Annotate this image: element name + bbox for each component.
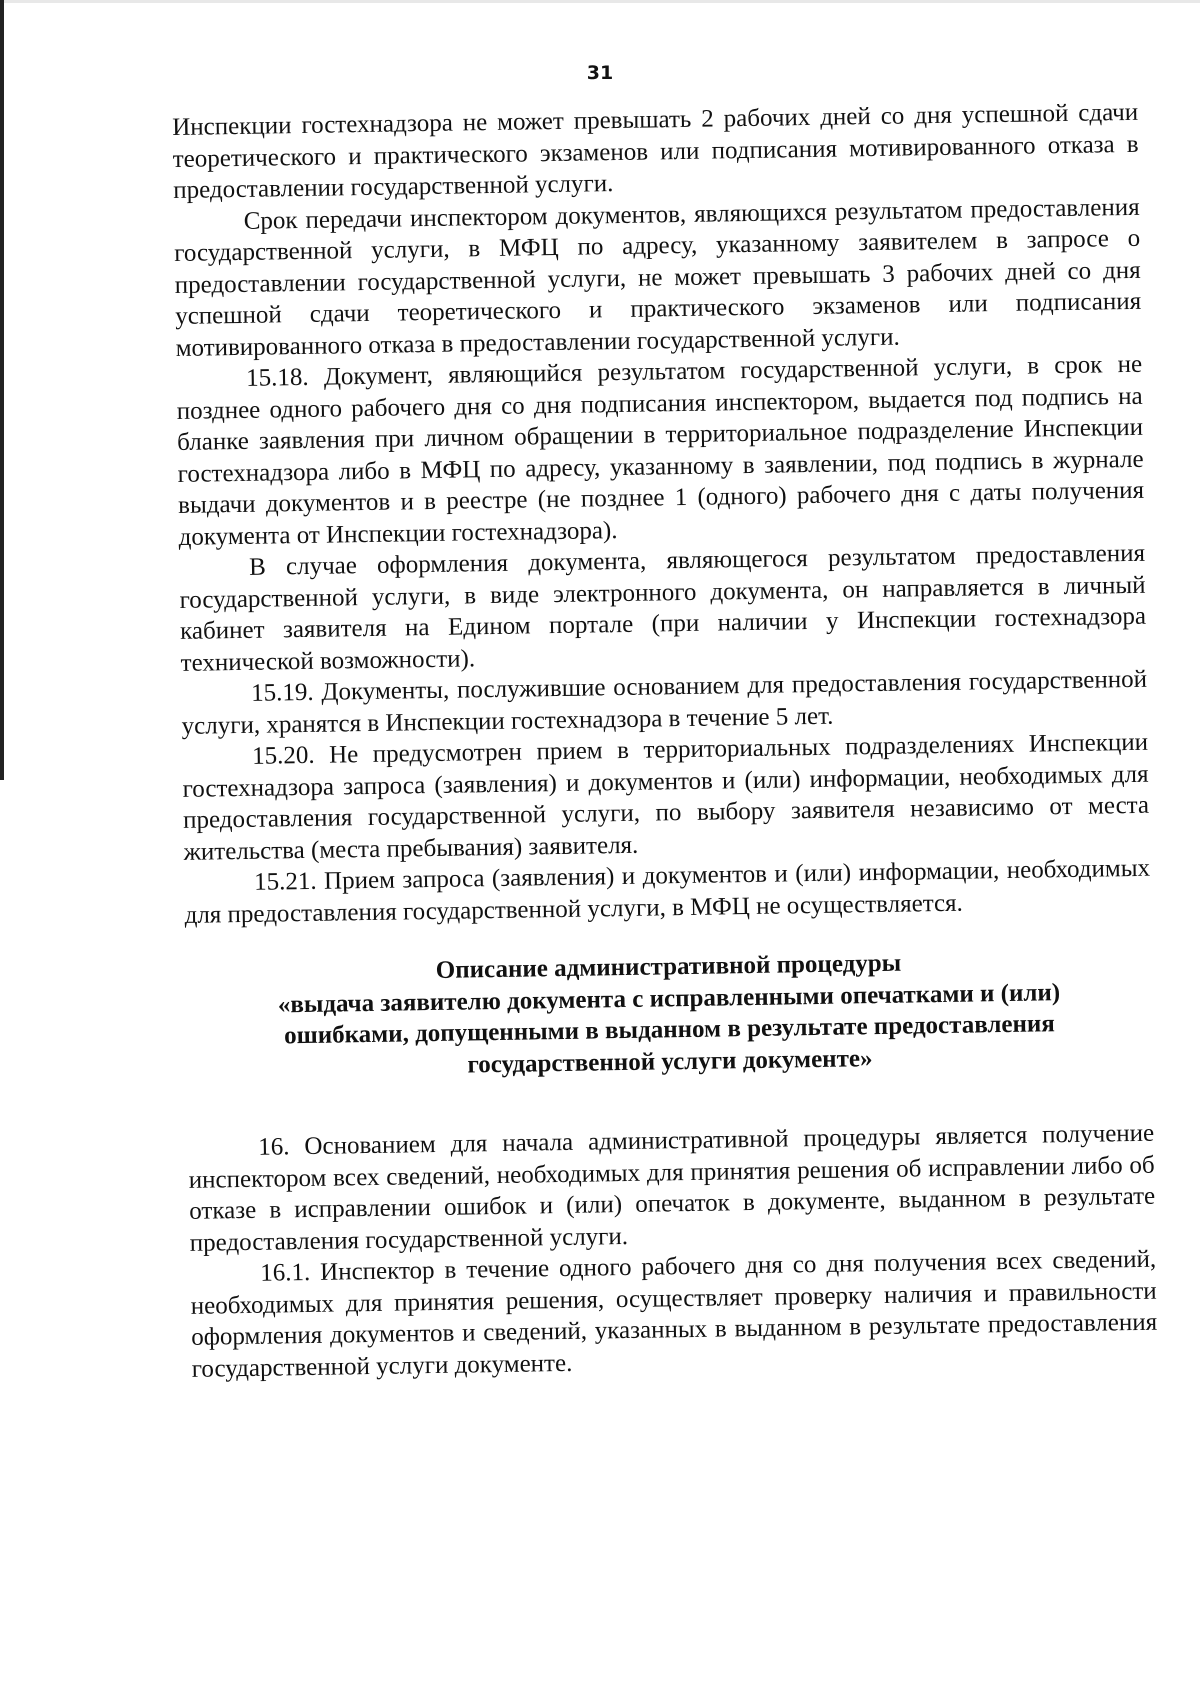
heading-line: Описание административной процедуры	[435, 949, 902, 984]
heading-line: ошибками, допущенными в выданном в результате предоставления	[283, 1010, 1056, 1050]
paragraph: В случае оформления документа, являющегося результатом предоставления государственной услуги, в виде электронного документа, он направляется в личный кабинет заявителя на Едином портале (при наличии у Инспекции гостехнадзора технической возможности).	[179, 539, 1147, 677]
paragraph-15-21: 15.21. Прием запроса (заявления) и документов и (или) информации, необходимых для предоставления государственной услуги, в МФЦ не осуществляется.	[184, 854, 1151, 929]
paragraph-15-20: 15.20. Не предусмотрен прием в территориальных подразделениях Инспекции гостехнадзора запроса (заявления) и документов и (или) информации, необходимых для предоставления государственной услуги, по выбору заявителя независимо от места жительства (места пребывания) заявителя.	[182, 728, 1150, 866]
paragraph-15-19: 15.19. Документы, послужившие основанием для предоставления государственной услуги, хранятся в Инспекции гостехнадзора в течение 5 лет.	[181, 665, 1148, 740]
document-body	[172, 97, 1158, 1385]
paragraph-15-18: 15.18. Документ, являющийся результатом государственной услуги, в срок не позднее одного рабочего дня со дня подписания инспектором, выдается под подпись на бланке заявления при личном обращении в территориальное подразделение Инспекции гостехнадзора либо в МФЦ по адресу, указанному в заявлении, под подпись в журнале выдачи документов и в реестре (не позднее 1 (одного) рабочего дня с даты получения документа от Инспекции гостехнадзора).	[176, 350, 1145, 551]
paragraph-16-1: 16.1. Инспектор в течение одного рабочего дня со дня получения всех сведений, необходимых для принятия решения, осуществляет проверку наличия и правильности оформления документов и сведений, указанных в выданном в результате предоставления государственной услуги документе.	[190, 1245, 1158, 1383]
heading-line: «выдача заявителю документа с исправленными опечатками и (или)	[277, 978, 1061, 1018]
page-number: 31	[586, 62, 614, 84]
scan-edge-top	[0, 0, 1200, 3]
section-heading	[185, 944, 1153, 1085]
paragraph: Инспекции гостехнадзора не может превышать 2 рабочих дней со дня успешной сдачи теоретического и практического экзаменов или подписания мотивированного отказа в предоставлении государственной услуги.	[172, 98, 1139, 204]
paragraph-16: 16. Основанием для начала административной процедуры является получение инспектором всех сведений, необходимых для принятия решения об исправлении либо об отказе в исправлении ошибок и (или) опечаток в документе, выданном в результате предоставления государственной услуги.	[188, 1119, 1156, 1257]
paragraph: Срок передачи инспектором документов, являющихся результатом предоставления государственной услуги, в МФЦ по адресу, указанному заявителем в запросе о предоставлении государственной услуги, не может превышать 3 рабочих дней со дня успешной сдачи теоретического и практического экзаменов или подписания мотивированного отказа в предоставлении государственной услуги.	[174, 193, 1142, 362]
heading-line: государственной услуги документе»	[467, 1044, 873, 1078]
scan-edge-left	[0, 0, 4, 780]
